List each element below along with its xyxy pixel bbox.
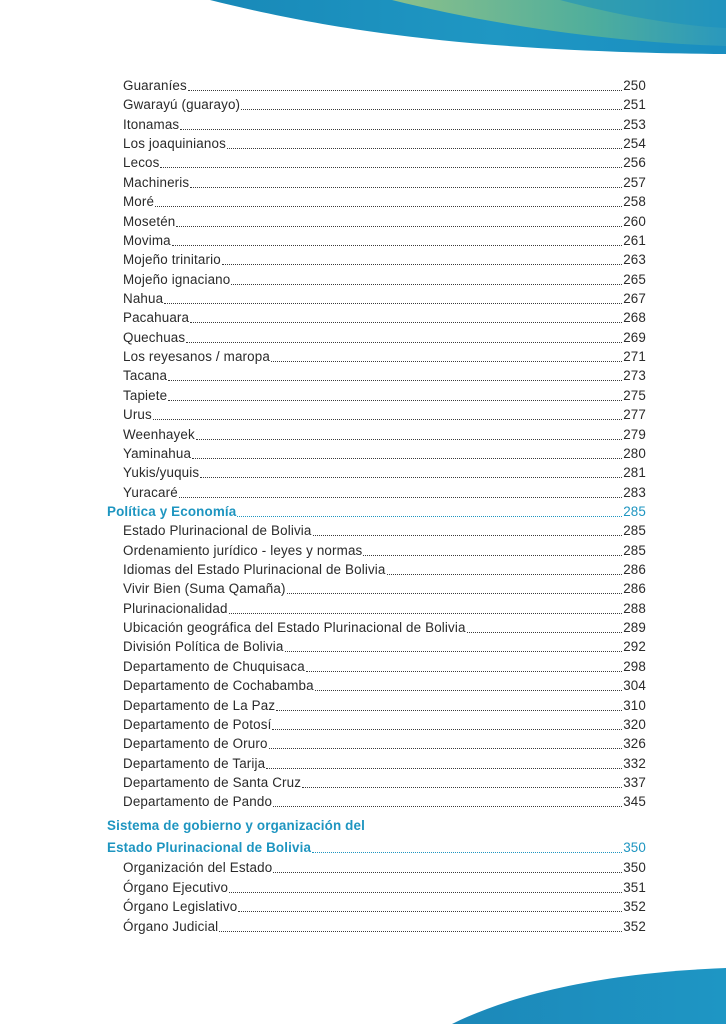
toc-entry[interactable] [123,521,646,540]
dot-leader [271,360,622,362]
toc-page-number: 258 [623,194,646,210]
toc-entry-label: Los reyesanos / maropa [123,349,270,364]
toc-page-number: 350 [623,860,646,876]
toc-page-number: 273 [623,368,646,384]
toc-entry-label: Departamento de Tarija [123,755,266,771]
toc-entry[interactable] [123,250,646,269]
dot-leader [190,321,622,323]
toc-entry[interactable] [123,425,646,444]
toc-entry-label: Weenhayek [123,426,195,442]
toc-page-number: 257 [623,174,646,190]
toc-entry[interactable] [123,792,646,811]
toc-entry-label: Mojeño trinitario [123,252,221,268]
toc-entry-label: Departamento de Potosí [123,716,272,732]
toc-entry[interactable] [123,115,646,134]
toc-page-number: 268 [623,310,646,326]
toc-entry-label: División Política de Bolivia [123,639,284,655]
toc-entry-label: Nahua [123,291,164,306]
toc-entry-label: Ubicación geográfica del Estado Plurinacional de Bolivia [123,620,466,636]
toc-entry[interactable] [123,192,646,211]
toc-entry[interactable] [123,657,646,676]
toc-entry-label: Política y Economía [107,503,237,519]
toc-entry-label: Órgano Legislativo [123,899,238,915]
toc-page-number: 286 [623,562,646,577]
dot-leader [229,612,623,614]
toc-entry[interactable] [123,463,646,482]
toc-entry-label: Mosetén [123,213,176,229]
dot-leader [227,147,622,149]
toc-entry[interactable] [123,599,646,618]
toc-entry[interactable] [123,173,646,192]
toc-entry[interactable] [123,153,646,172]
toc-page-number: 260 [623,213,646,229]
toc-page-number: 288 [623,600,646,616]
toc-page-number: 261 [623,232,646,248]
toc-page-number: 292 [623,639,646,655]
toc-entry[interactable] [123,734,646,753]
toc-entry[interactable] [123,897,646,916]
dot-leader [285,650,623,652]
toc-entry[interactable] [123,289,646,308]
top-wave-decoration [210,0,726,54]
toc-entry[interactable] [123,270,646,289]
dot-leader [269,747,623,749]
toc-page-number: 281 [623,465,646,481]
dot-leader [238,910,622,912]
toc-page-number: 251 [623,97,646,113]
toc-page-number: 304 [623,678,646,694]
toc-entry[interactable] [123,134,646,153]
toc-entry-label: Yukis/yuquis [123,465,200,481]
toc-entry-label: Pacahuara [123,310,190,326]
dot-leader [179,496,622,498]
toc-entry[interactable] [123,637,646,656]
toc-page-number: 298 [623,658,646,674]
toc-page-number: 320 [623,716,646,732]
dot-leader [155,205,622,207]
toc-entry-label: Estado Plurinacional de Bolivia [123,523,312,539]
toc-entry[interactable] [123,483,646,502]
dot-leader [276,709,622,711]
toc-entry[interactable] [123,405,646,424]
dot-leader [219,930,622,932]
toc-entry[interactable] [123,212,646,231]
toc-entry-label: Yuracaré [123,484,178,500]
toc-entry-label: Sistema de gobierno y organización del [107,817,365,833]
toc-page-number: 351 [623,879,646,895]
toc-entry[interactable] [123,386,646,405]
toc-entry[interactable] [123,95,646,114]
toc-section-heading[interactable] [107,838,646,857]
dot-leader [176,225,622,227]
toc-page-number: 279 [623,426,646,442]
toc-entry[interactable] [123,560,646,579]
toc-entry-label: Tapiete [123,387,168,403]
toc-page-number: 337 [623,775,646,790]
toc-page-number: 277 [623,407,646,423]
toc-entry-label: Plurinacionalidad [123,600,228,616]
toc-entry-label: Moré [123,194,155,210]
dot-leader [287,592,623,594]
dot-leader [363,554,622,556]
dot-leader [273,871,622,873]
toc-section-heading[interactable] [107,502,646,521]
toc-page-number: 352 [623,899,646,915]
toc-page-number: 350 [623,840,646,855]
dot-leader [273,805,622,807]
dot-leader [222,263,622,265]
toc-page-number: 332 [623,755,646,771]
toc-entry-label: Departamento de Cochabamba [123,678,314,694]
dot-leader [306,670,622,672]
dot-leader [387,573,623,575]
toc-entry[interactable] [123,878,646,897]
dot-leader [266,767,622,769]
toc-entry[interactable] [123,754,646,773]
toc-entry-label: Quechuas [123,329,186,345]
toc-entry-label: Yaminahua [123,445,192,461]
toc-entry-label: Departamento de La Paz [123,697,276,713]
toc-entry[interactable] [123,618,646,637]
toc-entry[interactable] [123,676,646,695]
toc-page-number: 310 [623,697,646,713]
dot-leader [237,515,622,517]
dot-leader [186,341,622,343]
toc-entry-label: Ordenamiento jurídico - leyes y normas [123,542,363,558]
toc-entry[interactable] [123,773,646,792]
toc-page-number: 286 [623,581,646,597]
toc-entry[interactable] [123,696,646,715]
toc-entry-label: Estado Plurinacional de Bolivia [107,840,312,855]
toc-page-number: 267 [623,291,646,306]
toc-entry-label: Órgano Judicial [123,918,219,934]
toc-page-number: 285 [623,503,646,519]
toc-entry-label: Tacana [123,368,168,384]
toc-page-number: 250 [623,78,646,93]
toc-entry-label: Los joaquinianos [123,136,226,152]
toc-page-number: 289 [623,620,646,636]
dot-leader [153,418,622,420]
toc-page-number: 352 [623,918,646,934]
toc-entry[interactable] [123,917,646,936]
toc-page-number: 283 [623,484,646,500]
dot-leader [172,244,622,246]
dot-leader [229,891,622,893]
dot-leader [241,108,622,110]
toc-page-number: 256 [623,155,646,171]
toc-page-number: 269 [623,329,646,345]
dot-leader [188,89,622,91]
toc-entry-label: Organización del Estado [123,860,273,876]
toc-entry-label: Itonamas [123,116,180,132]
toc-page-number: 275 [623,387,646,403]
toc-entry[interactable] [123,231,646,250]
dot-leader [313,534,623,536]
dot-leader [168,399,622,401]
toc-entry[interactable] [123,858,646,877]
dot-leader [192,457,622,459]
dot-leader [315,689,622,691]
dot-leader [196,438,622,440]
toc-entry-label: Urus [123,407,152,423]
toc-page-number: 254 [623,136,646,152]
toc-entry-label: Mojeño ignaciano [123,271,231,287]
dot-leader [164,302,622,304]
toc-entry-label: Órgano Ejecutivo [123,879,229,895]
toc-entry-label: Departamento de Chuquisaca [123,658,305,674]
toc-section-heading[interactable] [107,816,646,835]
toc-page-number: 263 [623,252,646,268]
toc-entry[interactable] [123,366,646,385]
toc-entry[interactable] [123,444,646,463]
toc-entry-label: Departamento de Santa Cruz [123,775,302,790]
toc-page-number: 271 [623,349,646,364]
toc-entry-label: Vivir Bien (Suma Qamaña) [123,581,286,597]
toc-page-number: 253 [623,116,646,132]
toc-entry[interactable] [123,715,646,734]
toc-page-number: 280 [623,445,646,461]
toc-page-number: 326 [623,736,646,752]
toc-entry-label: Departamento de Oruro [123,736,268,752]
dot-leader [231,283,622,285]
toc-entry-label: Movima [123,232,171,248]
toc-page-number: 345 [623,794,646,810]
toc-entry[interactable] [123,328,646,347]
toc-entry-label: Machineris [123,174,190,190]
dot-leader [168,379,622,381]
toc-entry[interactable] [123,347,646,366]
toc-page-number: 285 [623,523,646,539]
dot-leader [272,728,622,730]
toc-entry-label: Lecos [123,155,160,171]
dot-leader [312,851,622,853]
toc-page-number: 285 [623,542,646,558]
dot-leader [160,166,622,168]
toc-entry-label: Idiomas del Estado Plurinacional de Bolivia [123,562,386,577]
dot-leader [190,186,622,188]
toc-entry-label: Departamento de Pando [123,794,273,810]
dot-leader [180,128,622,130]
toc-entry-label: Guaraníes [123,78,187,93]
toc-entry[interactable] [123,541,646,560]
toc-page-number: 265 [623,271,646,287]
toc-entry[interactable] [123,308,646,327]
toc-entry[interactable] [123,76,646,95]
bottom-wave-decoration [452,968,726,1024]
dot-leader [302,786,622,788]
dot-leader [467,631,623,633]
dot-leader [200,476,622,478]
toc-entry[interactable] [123,579,646,598]
toc-entry-label: Gwarayú (guarayo) [123,97,241,113]
